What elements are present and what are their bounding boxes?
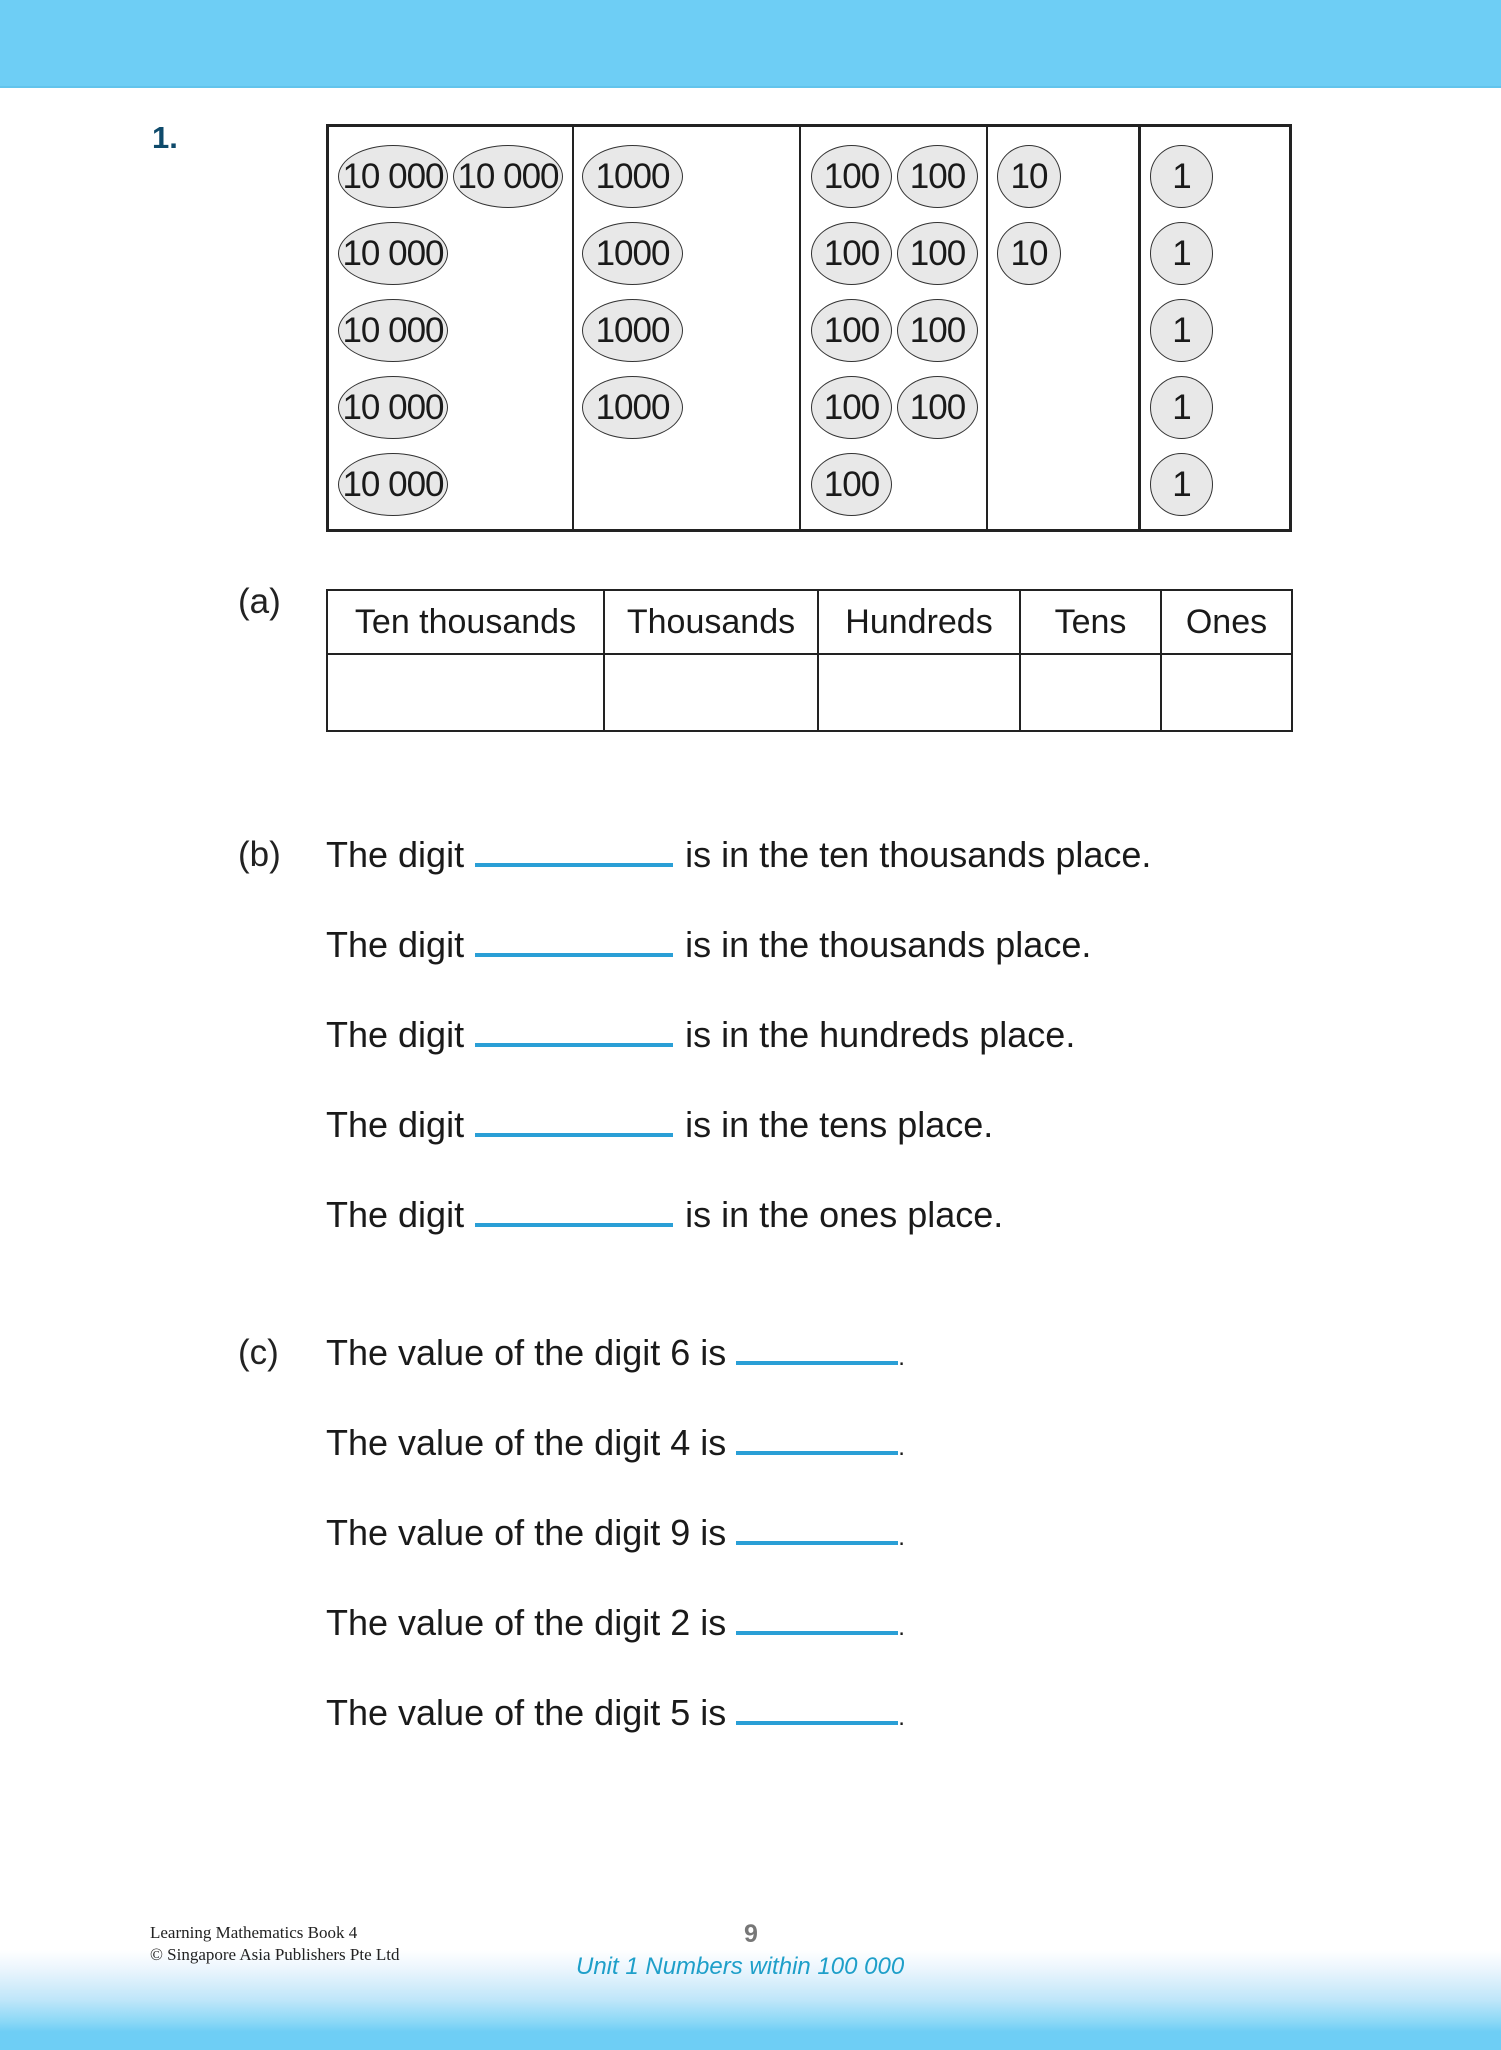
line-period: . [898,1434,905,1461]
thousands-column [574,127,801,529]
hundreds-column [801,127,988,529]
disc-100: 100 [811,453,892,516]
part-c-line [326,1602,905,1644]
disc-10: 10 [997,145,1061,208]
part-c-line [326,1332,905,1374]
disc-10000: 10 000 [453,145,563,208]
line-suffix: is in the ones place. [685,1194,1004,1235]
answer-blank[interactable] [736,1360,898,1365]
disc-1: 1 [1150,222,1213,285]
ones-column [1141,127,1289,529]
answer-blank[interactable] [736,1630,898,1635]
answer-blank[interactable] [736,1720,898,1725]
answer-blank[interactable] [475,1132,673,1137]
line-period: . [898,1524,905,1551]
answer-cell-thousands[interactable] [604,654,818,731]
part-b-line [326,834,1151,876]
header-band [0,0,1501,88]
header-hundreds: Hundreds [818,590,1020,654]
line-suffix: is in the ten thousands place. [685,834,1152,875]
line-period: . [898,1614,905,1641]
page-number: 9 [744,1920,758,1948]
line-text: The value of the digit 4 is [326,1422,727,1463]
part-b-label: (b) [238,835,281,874]
disc-10: 10 [997,222,1061,285]
disc-100: 100 [811,145,892,208]
line-suffix: is in the tens place. [685,1104,994,1145]
part-c-label: (c) [238,1333,279,1372]
line-prefix: The digit [326,1014,465,1055]
header-tens: Tens [1020,590,1161,654]
disc-1: 1 [1150,299,1213,362]
book-title: Learning Mathematics Book 4 [150,1923,358,1942]
answer-cell-tens[interactable] [1020,654,1161,731]
disc-10000: 10 000 [338,145,448,208]
line-period: . [898,1704,905,1731]
line-suffix: is in the hundreds place. [685,1014,1076,1055]
line-text: The value of the digit 5 is [326,1692,727,1733]
line-text: The value of the digit 9 is [326,1512,727,1553]
part-a-label: (a) [238,582,281,621]
part-c-line [326,1692,905,1734]
disc-100: 100 [897,222,978,285]
line-prefix: The digit [326,834,465,875]
disc-1000: 1000 [582,222,683,285]
answer-blank[interactable] [475,952,673,957]
ten-thousands-column [329,127,574,529]
answer-blank[interactable] [475,1042,673,1047]
disc-100: 100 [811,299,892,362]
disc-10000: 10 000 [338,376,448,439]
answer-cell-ones[interactable] [1161,654,1292,731]
place-value-disc-chart [326,124,1292,532]
footer-credits [150,1922,400,1966]
part-c-line [326,1512,905,1554]
copyright: © Singapore Asia Publishers Pte Ltd [150,1945,400,1964]
disc-100: 100 [897,376,978,439]
tens-column [988,127,1141,529]
disc-100: 100 [897,145,978,208]
line-suffix: is in the thousands place. [685,924,1092,965]
unit-title: Unit 1 Numbers within 100 000 [576,1953,905,1980]
part-b-line [326,924,1091,966]
answer-blank[interactable] [736,1540,898,1545]
part-b-line [326,1104,993,1146]
disc-1000: 1000 [582,376,683,439]
answer-blank[interactable] [736,1450,898,1455]
question-number: 1. [152,120,178,155]
line-text: The value of the digit 2 is [326,1602,727,1643]
line-text: The value of the digit 6 is [326,1332,727,1373]
disc-100: 100 [811,222,892,285]
answer-blank[interactable] [475,862,673,867]
answer-cell-hundreds[interactable] [818,654,1020,731]
disc-10000: 10 000 [338,453,448,516]
disc-10000: 10 000 [338,299,448,362]
header-ten-thousands: Ten thousands [327,590,604,654]
header-ones: Ones [1161,590,1292,654]
disc-1: 1 [1150,145,1213,208]
disc-100: 100 [811,376,892,439]
disc-1000: 1000 [582,299,683,362]
disc-100: 100 [897,299,978,362]
header-thousands: Thousands [604,590,818,654]
disc-1000: 1000 [582,145,683,208]
disc-1: 1 [1150,453,1213,516]
disc-10000: 10 000 [338,222,448,285]
part-b-line [326,1014,1075,1056]
line-prefix: The digit [326,1104,465,1145]
part-b-line [326,1194,1003,1236]
line-period: . [898,1344,905,1371]
answer-blank[interactable] [475,1222,673,1227]
answer-cell-ten-thousands[interactable] [327,654,604,731]
disc-1: 1 [1150,376,1213,439]
part-c-line [326,1422,905,1464]
place-value-table [326,589,1293,732]
line-prefix: The digit [326,1194,465,1235]
line-prefix: The digit [326,924,465,965]
